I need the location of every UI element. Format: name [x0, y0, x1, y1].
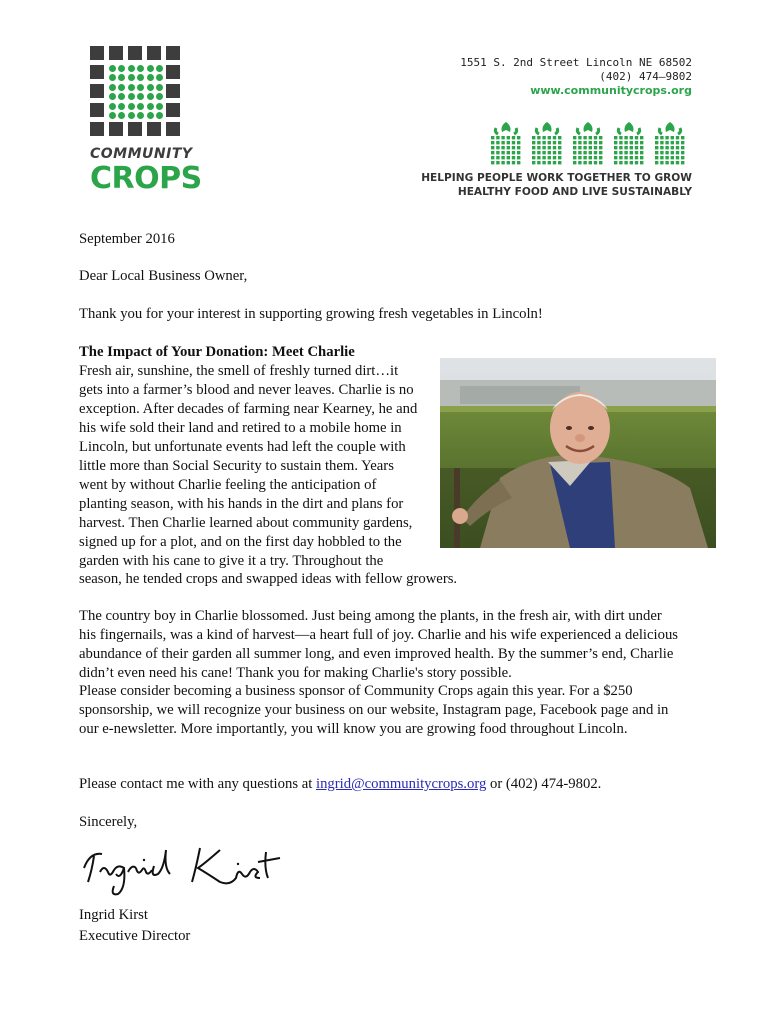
logo-square	[166, 122, 180, 136]
story-line: garden with his cane to give it a try. Throughout the	[79, 553, 384, 569]
logo-dot	[137, 112, 144, 119]
intro-sentence: Thank you for your interest in supporting growing fresh vegetables in Lincoln!	[79, 306, 543, 322]
signer-name: Ingrid Kirst	[79, 907, 148, 923]
closing: Sincerely,	[79, 814, 138, 830]
story-last-line: season, he tended crops and swapped ideas with fellow growers.	[79, 571, 458, 587]
section-heading-wrap	[79, 343, 479, 362]
logo-square	[166, 84, 180, 98]
logo-dot	[118, 74, 125, 81]
logo-square	[109, 122, 123, 136]
paragraph-sponsorship: Please consider becoming a business sponsor of Community Crops again this year. For a $250 sponsorship, we will recognize your business on our website, Instagram page, Facebook page and in our e-newsletter. More importantly, you will know you are growing food throughout Lincoln.	[79, 683, 669, 737]
logo-dot	[137, 93, 144, 100]
logo-dot	[118, 65, 125, 72]
logo-square	[128, 122, 142, 136]
logo-dot	[156, 112, 163, 119]
story-line: planting season, with his hands in the dirt and plans for	[79, 496, 404, 512]
story-line: gets into a farmer’s blood and never leaves. Charlie is no	[79, 382, 414, 398]
tagline-line-1: HELPING PEOPLE WORK TOGETHER TO GROW	[421, 172, 692, 184]
story-line: harvest. Then Charlie learned about community gardens,	[79, 515, 413, 531]
phone: (402) 474–9802	[599, 70, 692, 83]
story-line: Lincoln, but unfortunate events had left the couple with	[79, 439, 406, 455]
logo-square	[90, 84, 104, 98]
charlie-photo	[440, 358, 716, 548]
logo-dot	[156, 65, 163, 72]
logo-square	[128, 46, 142, 60]
plant-icon	[611, 120, 647, 166]
logo-square	[90, 65, 104, 79]
paragraph-charlie-blossomed: The country boy in Charlie blossomed. Just being among the plants, in the fresh air, with dirt under his fingernails, was a kind of harvest—a heart full of joy. Charlie and his wife experienced a delicious abundance of their garden all summer long, and even improved health. By the summer’s end, Charlie didn’t even need his cane! Thank you for making Charlie's story possible.	[79, 608, 679, 681]
logo-dot	[147, 65, 154, 72]
logo-dot	[118, 93, 125, 100]
logo-square	[90, 46, 104, 60]
logo-dot	[109, 84, 116, 91]
logo-dot	[109, 93, 116, 100]
logo-dot	[109, 112, 116, 119]
logo-square	[166, 103, 180, 117]
tagline-line-2: HEALTHY FOOD AND LIVE SUSTAINABLY	[457, 186, 692, 198]
logo-word-crops: CROPS	[90, 161, 202, 196]
salutation: Dear Local Business Owner,	[79, 268, 248, 284]
logo-word-community: COMMUNITY	[90, 146, 193, 162]
address: 1551 S. 2nd Street Lincoln NE 68502	[460, 56, 692, 69]
letterhead-contact	[460, 56, 692, 98]
logo-dot	[128, 65, 135, 72]
logo-dot	[109, 65, 116, 72]
story-line: little more than Social Security to sustain them. Years	[79, 458, 394, 474]
plant-icon	[570, 120, 606, 166]
logo-square	[166, 65, 180, 79]
plant-icon	[488, 120, 524, 166]
paragraph-contact	[79, 775, 679, 794]
story-line: exception. After decades of farming near Kearney, he and	[79, 401, 418, 417]
story-line: his wife sold their land and retired to a mobile home in	[79, 420, 402, 436]
logo-dot	[156, 93, 163, 100]
section-heading: The Impact of Your Donation: Meet Charlie	[79, 344, 355, 360]
logo-dot	[137, 103, 144, 110]
logo-dot	[109, 74, 116, 81]
plant-icon	[652, 120, 688, 166]
story-line: signed up for a plot, and on the first day hobbled to the	[79, 534, 402, 550]
plant-icon	[529, 120, 565, 166]
logo-square	[147, 122, 161, 136]
community-crops-logo	[90, 46, 202, 196]
story-line: went by without Charlie feeling the anticipation of	[79, 477, 377, 493]
logo-grid-icon	[90, 46, 182, 142]
logo-dot	[156, 103, 163, 110]
logo-square	[109, 46, 123, 60]
logo-dot	[118, 112, 125, 119]
logo-dot	[118, 103, 125, 110]
logo-dot	[147, 112, 154, 119]
logo-dot	[128, 93, 135, 100]
logo-dot	[147, 84, 154, 91]
logo-square	[166, 46, 180, 60]
logo-dot	[137, 74, 144, 81]
signer-block	[79, 905, 190, 947]
logo-dot	[128, 84, 135, 91]
logo-dot	[128, 112, 135, 119]
logo-dot	[147, 74, 154, 81]
logo-dot	[128, 74, 135, 81]
logo-dot	[128, 103, 135, 110]
charlie-photo-illustration	[440, 358, 716, 548]
logo-dot	[156, 84, 163, 91]
tagline	[421, 171, 692, 199]
logo-dot	[118, 84, 125, 91]
website-link[interactable]: www.communitycrops.org	[530, 84, 692, 97]
logo-square	[147, 46, 161, 60]
letter-date: September 2016	[79, 231, 175, 247]
story-line: Fresh air, sunshine, the smell of freshly turned dirt…it	[79, 363, 399, 379]
story-paragraph	[79, 362, 444, 571]
logo-dot	[156, 74, 163, 81]
logo-dot	[147, 103, 154, 110]
contact-suffix: or (402) 474-9802.	[486, 776, 602, 792]
plants-graphic-icon	[488, 120, 688, 166]
signer-title: Executive Director	[79, 928, 191, 944]
logo-dot	[147, 93, 154, 100]
logo-dot	[137, 65, 144, 72]
logo-square	[90, 103, 104, 117]
handwritten-signature	[80, 838, 290, 898]
logo-dot	[137, 84, 144, 91]
logo-dot	[109, 103, 116, 110]
logo-square	[90, 122, 104, 136]
contact-prefix: Please contact me with any questions at	[79, 776, 316, 792]
email-link[interactable]: ingrid@communitycrops.org	[315, 776, 487, 792]
